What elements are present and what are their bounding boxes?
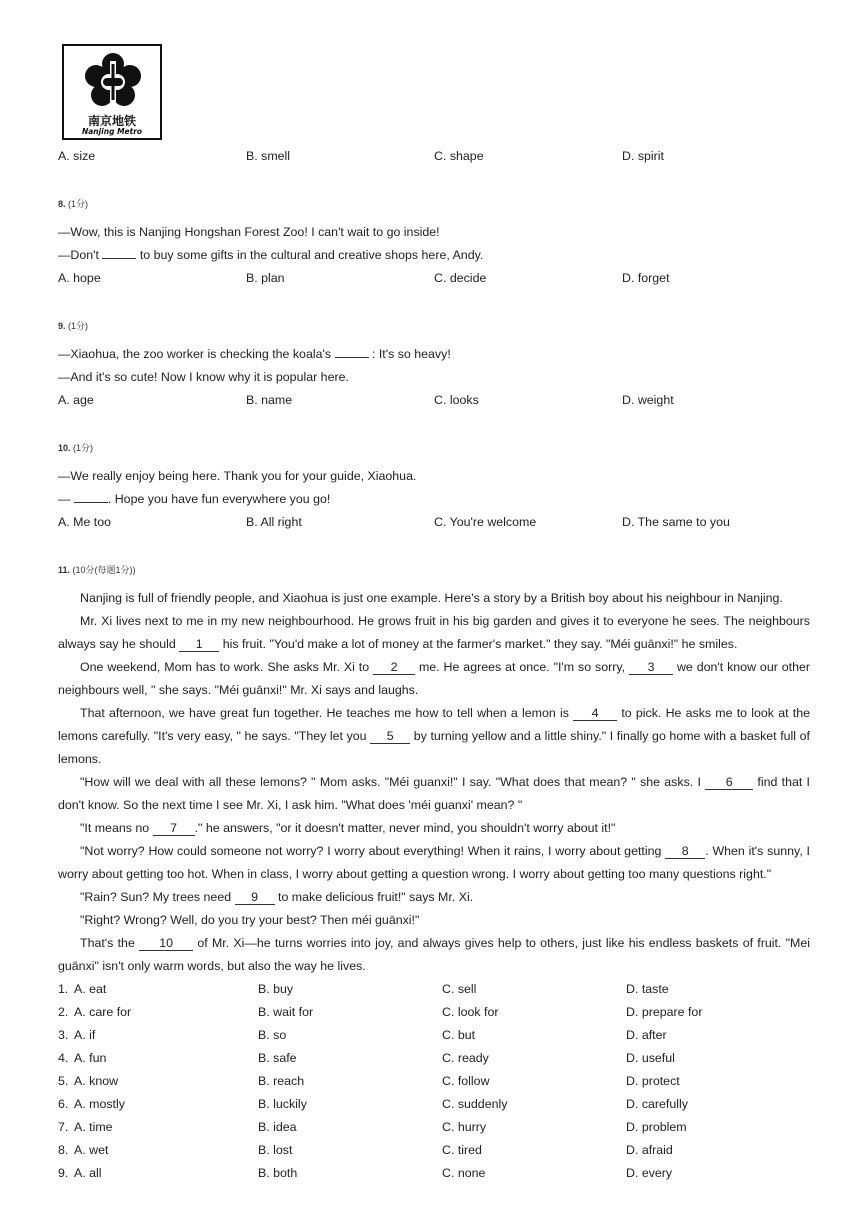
answer-6-option-d[interactable]: D. carefully xyxy=(626,1097,688,1111)
q7-option-b[interactable]: B. smell xyxy=(246,149,291,163)
answer-6-option-a[interactable]: A. mostly xyxy=(74,1097,125,1111)
passage-p8: "Rain? Sun? My trees need 9 to make delicious fruit!" says Mr. Xi. xyxy=(80,890,474,904)
answer-2-option-c[interactable]: C. look for xyxy=(442,1005,499,1019)
passage-p7: "Not worry? How could someone not worry? I worry about everything! When it rains, I worry about getting 8 . When it's sunny, I worry about getting too hot. When in class, I worry about getting a question wrong. I worry about getting too many questions right." xyxy=(58,844,810,881)
q8-blank xyxy=(102,258,136,259)
answer-1-option-d[interactable]: D. taste xyxy=(626,982,669,996)
answer-number: 8. xyxy=(58,1143,69,1157)
q8-option-c[interactable]: C. decide xyxy=(434,271,487,285)
answer-9-option-b[interactable]: B. both xyxy=(258,1166,298,1180)
q10-blank xyxy=(74,502,108,503)
answer-2-option-a[interactable]: A. care for xyxy=(74,1005,132,1019)
answer-number: 1. xyxy=(58,982,69,996)
q11-number: 11. (10分(每题1分)) xyxy=(58,565,136,575)
q10-line1: —We really enjoy being here. Thank you for your guide, Xiaohua. xyxy=(58,469,417,483)
q8-option-b[interactable]: B. plan xyxy=(246,271,285,285)
answer-1-option-c[interactable]: C. sell xyxy=(442,982,477,996)
q9-number: 9. (1分) xyxy=(58,321,89,331)
passage-p6: "It means no 7 ." he answers, "or it doesn't matter, never mind, you shouldn't worry about it!" xyxy=(80,821,616,835)
q8-option-a[interactable]: A. hope xyxy=(58,271,101,285)
passage-p4: That afternoon, we have great fun together. He teaches me how to tell when a lemon is 4 to pick. He asks me to look at the lemons carefully. "It's very easy, " he says. "They let you 5 by turning yellow and a little shiny." I finally go home with a basket full of lemons. xyxy=(58,706,810,766)
q8-option-d[interactable]: D. forget xyxy=(622,271,670,285)
passage-p10: That's the 10 of Mr. Xi—he turns worries into joy, and always gives help to others, just like his endless baskets of fruit. "Mei guānxi" isn't only warm words, but also the way he lives. xyxy=(58,936,810,973)
answer-number: 7. xyxy=(58,1120,69,1134)
blank-10: 10 xyxy=(139,936,193,951)
blank-4: 4 xyxy=(573,706,617,721)
answer-7-option-c[interactable]: C. hurry xyxy=(442,1120,487,1134)
q8-line1: —Wow, this is Nanjing Hongshan Forest Zoo! I can't wait to go inside! xyxy=(58,225,440,239)
answer-3-option-d[interactable]: D. after xyxy=(626,1028,667,1042)
passage-p2: Mr. Xi lives next to me in my new neighbourhood. He grows fruit in his big garden and gives it to everyone he sees. The neighbours always say he should 1 his fruit. "You'd make a lot of money at the farmer's market." they say. "Méi guānxi!" he smiles. xyxy=(58,614,810,651)
q10-option-b[interactable]: B. All right xyxy=(246,515,302,529)
blank-6: 6 xyxy=(705,775,753,790)
q7-option-c[interactable]: C. shape xyxy=(434,149,484,163)
blank-5: 5 xyxy=(370,729,410,744)
metro-emblem-icon xyxy=(83,52,143,112)
answer-1-option-b[interactable]: B. buy xyxy=(258,982,294,996)
q7-option-d[interactable]: D. spirit xyxy=(622,149,664,163)
passage-p1: Nanjing is full of friendly people, and Xiaohua is just one example. Here's a story by a British boy about his neighbour in Nanjing. xyxy=(80,591,783,605)
blank-3: 3 xyxy=(629,660,673,675)
answer-4-option-c[interactable]: C. ready xyxy=(442,1051,489,1065)
answer-7-option-a[interactable]: A. time xyxy=(74,1120,113,1134)
blank-7: 7 xyxy=(153,821,195,836)
answer-9-option-a[interactable]: A. all xyxy=(74,1166,102,1180)
q8-number: 8. (1分) xyxy=(58,199,89,209)
answer-8-option-c[interactable]: C. tired xyxy=(442,1143,482,1157)
answer-9-option-d[interactable]: D. every xyxy=(626,1166,673,1180)
answer-number: 2. xyxy=(58,1005,69,1019)
answer-8-option-a[interactable]: A. wet xyxy=(74,1143,109,1157)
answer-3-option-c[interactable]: C. but xyxy=(442,1028,476,1042)
answer-number: 6. xyxy=(58,1097,69,1111)
q9-line2: —And it's so cute! Now I know why it is popular here. xyxy=(58,370,349,384)
nanjing-metro-logo xyxy=(62,44,162,140)
answer-4-option-d[interactable]: D. useful xyxy=(626,1051,675,1065)
blank-1: 1 xyxy=(179,637,219,652)
q11-passage xyxy=(58,587,810,978)
answer-8-option-b[interactable]: B. lost xyxy=(258,1143,293,1157)
q10-line2: — . Hope you have fun everywhere you go! xyxy=(58,492,331,506)
blank-2: 2 xyxy=(373,660,415,675)
q9-line1: —Xiaohua, the zoo worker is checking the koala's : It's so heavy! xyxy=(58,347,451,361)
answer-2-option-b[interactable]: B. wait for xyxy=(258,1005,314,1019)
q9-option-d[interactable]: D. weight xyxy=(622,393,674,407)
q10-option-c[interactable]: C. You're welcome xyxy=(434,515,537,529)
q9-option-b[interactable]: B. name xyxy=(246,393,293,407)
answer-7-option-b[interactable]: B. idea xyxy=(258,1120,297,1134)
answer-number: 3. xyxy=(58,1028,69,1042)
answer-5-option-c[interactable]: C. follow xyxy=(442,1074,490,1088)
q10-option-d[interactable]: D. The same to you xyxy=(622,515,730,529)
answer-number: 9. xyxy=(58,1166,69,1180)
blank-8: 8 xyxy=(665,844,705,859)
passage-p3: One weekend, Mom has to work. She asks Mr. Xi to 2 me. He agrees at once. "I'm so sorry, 3 we don't know our other neighbours well, " she says. "Méi guānxi!" Mr. Xi says and laughs. xyxy=(58,660,810,697)
answer-5-option-b[interactable]: B. reach xyxy=(258,1074,305,1088)
answer-5-option-a[interactable]: A. know xyxy=(74,1074,119,1088)
logo-text-en: Nanjing Metro xyxy=(81,127,143,136)
passage-p9: "Right? Wrong? Well, do you try your best? Then méi guānxi!" xyxy=(80,913,420,927)
q9-option-a[interactable]: A. age xyxy=(58,393,94,407)
answer-9-option-c[interactable]: C. none xyxy=(442,1166,486,1180)
q10-number: 10. (1分) xyxy=(58,443,94,453)
answer-3-option-b[interactable]: B. so xyxy=(258,1028,287,1042)
answer-number: 5. xyxy=(58,1074,69,1088)
q7-option-a[interactable]: A. size xyxy=(58,149,96,163)
answer-7-option-d[interactable]: D. problem xyxy=(626,1120,687,1134)
answer-4-option-a[interactable]: A. fun xyxy=(74,1051,107,1065)
answer-6-option-b[interactable]: B. luckily xyxy=(258,1097,307,1111)
logo-text-cn: 南京地铁 xyxy=(87,114,136,128)
q8-line2: —Don't to buy some gifts in the cultural and creative shops here, Andy. xyxy=(58,248,484,262)
blank-9: 9 xyxy=(235,890,275,905)
answer-1-option-a[interactable]: A. eat xyxy=(74,982,107,996)
passage-p5: "How will we deal with all these lemons? " Mom asks. "Méi guanxi!" I say. "What does that mean? " she asks. I 6 find that I don't know. So the next time I see Mr. Xi, I ask him. "What does 'méi guanxi' mean? " xyxy=(58,775,810,812)
answer-4-option-b[interactable]: B. safe xyxy=(258,1051,297,1065)
answer-2-option-d[interactable]: D. prepare for xyxy=(626,1005,703,1019)
q9-option-c[interactable]: C. looks xyxy=(434,393,479,407)
answer-number: 4. xyxy=(58,1051,69,1065)
q10-option-a[interactable]: A. Me too xyxy=(58,515,112,529)
answer-6-option-c[interactable]: C. suddenly xyxy=(442,1097,508,1111)
q9-blank xyxy=(335,357,369,358)
answer-8-option-d[interactable]: D. afraid xyxy=(626,1143,673,1157)
answer-3-option-a[interactable]: A. if xyxy=(74,1028,96,1042)
answer-5-option-d[interactable]: D. protect xyxy=(626,1074,680,1088)
